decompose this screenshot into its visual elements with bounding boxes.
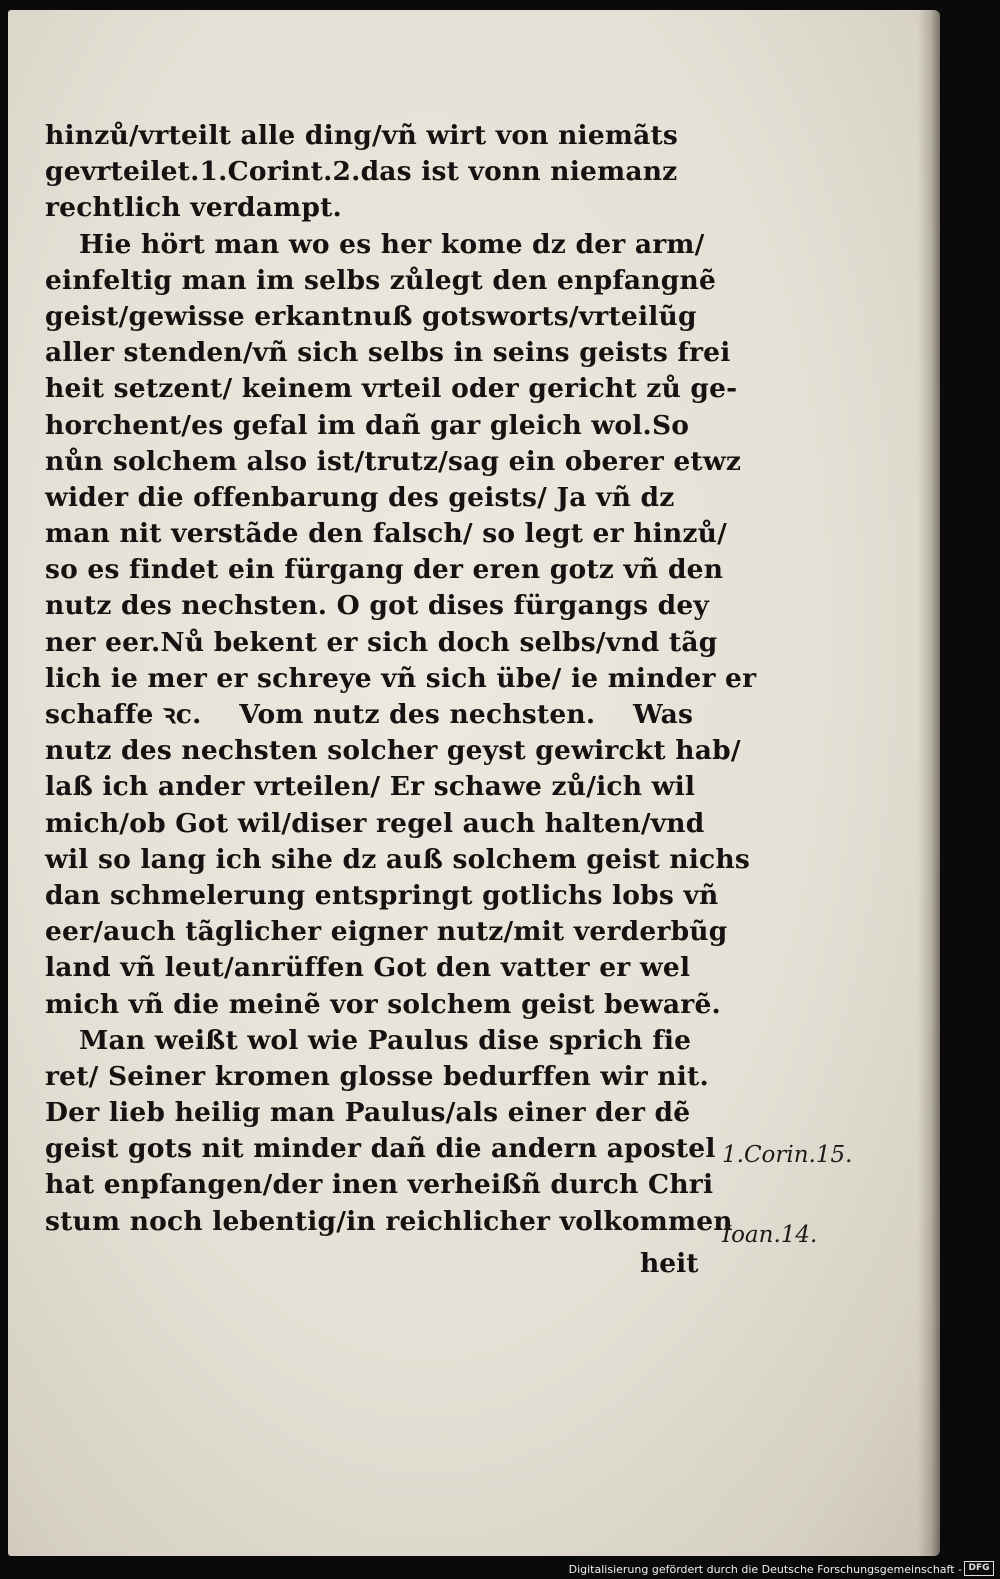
text-line: so es findet ein fürgang der eren gotz vñ den <box>45 554 724 586</box>
text-line: geist/gewisse erkantnuß gotsworts/vrteilũg <box>45 300 697 332</box>
text-line: mich vñ die meinẽ vor solchem geist bewarẽ. <box>45 988 721 1020</box>
marginal-note: Ioan.14. <box>722 1222 818 1248</box>
text-line: rechtlich verdampt. <box>45 192 342 224</box>
text-line: nůn solchem also ist/trutz/sag ein oberer etwz <box>45 445 742 477</box>
text-line: ner eer.Nů bekent er sich doch selbs/vnd tãg <box>45 626 718 658</box>
text-line: stum noch lebentig/in reichlicher volkommen <box>45 1205 733 1237</box>
text-line: mich/ob Got wil/diser regel auch halten/vnd <box>45 807 705 839</box>
text-line: lich ie mer er schreye vñ sich übe/ ie minder er <box>45 662 757 694</box>
text-line: nutz des nechsten. O got dises fürgangs dey <box>45 590 710 622</box>
digitization-credit: Digitalisierung gefördert durch die Deutsche Forschungsgemeinschaft - <box>568 1563 962 1576</box>
page-gutter-shadow <box>918 10 940 1556</box>
text-line: Hie hört man wo es her kome dz der arm/ <box>79 228 705 260</box>
page-text-block <box>45 118 757 1240</box>
text-line: eer/auch tãglicher eigner nutz/mit verderbũg <box>45 916 728 948</box>
text-line: heit setzent/ keinem vrteil oder gericht zů ge- <box>45 373 738 405</box>
text-line: ret/ Seiner kromen glosse bedurffen wir nit. <box>45 1060 709 1092</box>
dfg-logo: DFG <box>964 1561 994 1576</box>
catchword: heit <box>640 1248 699 1279</box>
text-line: hat enpfangen/der inen verheißñ durch Chri <box>45 1169 714 1201</box>
text-line: gevrteilet.1.Corint.2.das ist vonn niemanz <box>45 156 678 188</box>
text-line: aller stenden/vñ sich selbs in seins geists frei <box>45 337 731 369</box>
text-line: hinzů/vrteilt alle ding/vñ wirt von niemãts <box>45 120 679 151</box>
text-line: wider die offenbarung des geists/ Ja vñ dz <box>45 481 675 513</box>
text-line: wil so lang ich sihe dz auß solchem geist nichs <box>45 843 750 875</box>
text-line: schaffe ꝛc. Vom nutz des nechsten. Was <box>45 699 694 730</box>
text-line: horchent/es gefal im dañ gar gleich wol.So <box>45 409 690 441</box>
text-line: man nit verstãde den falsch/ so legt er hinzů/ <box>45 518 727 550</box>
text-line: Man weißt wol wie Paulus dise sprich fie <box>79 1024 692 1056</box>
text-line: laß ich ander vrteilen/ Er schawe zů/ich wil <box>45 771 696 803</box>
text-line: nutz des nechsten solcher geyst gewirckt hab/ <box>45 735 741 767</box>
marginal-note: 1.Corin.15. <box>722 1142 853 1168</box>
text-line: dan schmelerung entspringt gotlichs lobs vñ <box>45 879 719 911</box>
text-line: Der lieb heilig man Paulus/als einer der dẽ <box>45 1097 691 1129</box>
text-line: geist gots nit minder dañ die andern apostel <box>45 1133 716 1165</box>
text-line: land vñ leut/anrüffen Got den vatter er wel <box>45 952 691 984</box>
text-line: einfeltig man im selbs zůlegt den enpfangnẽ <box>45 264 717 296</box>
